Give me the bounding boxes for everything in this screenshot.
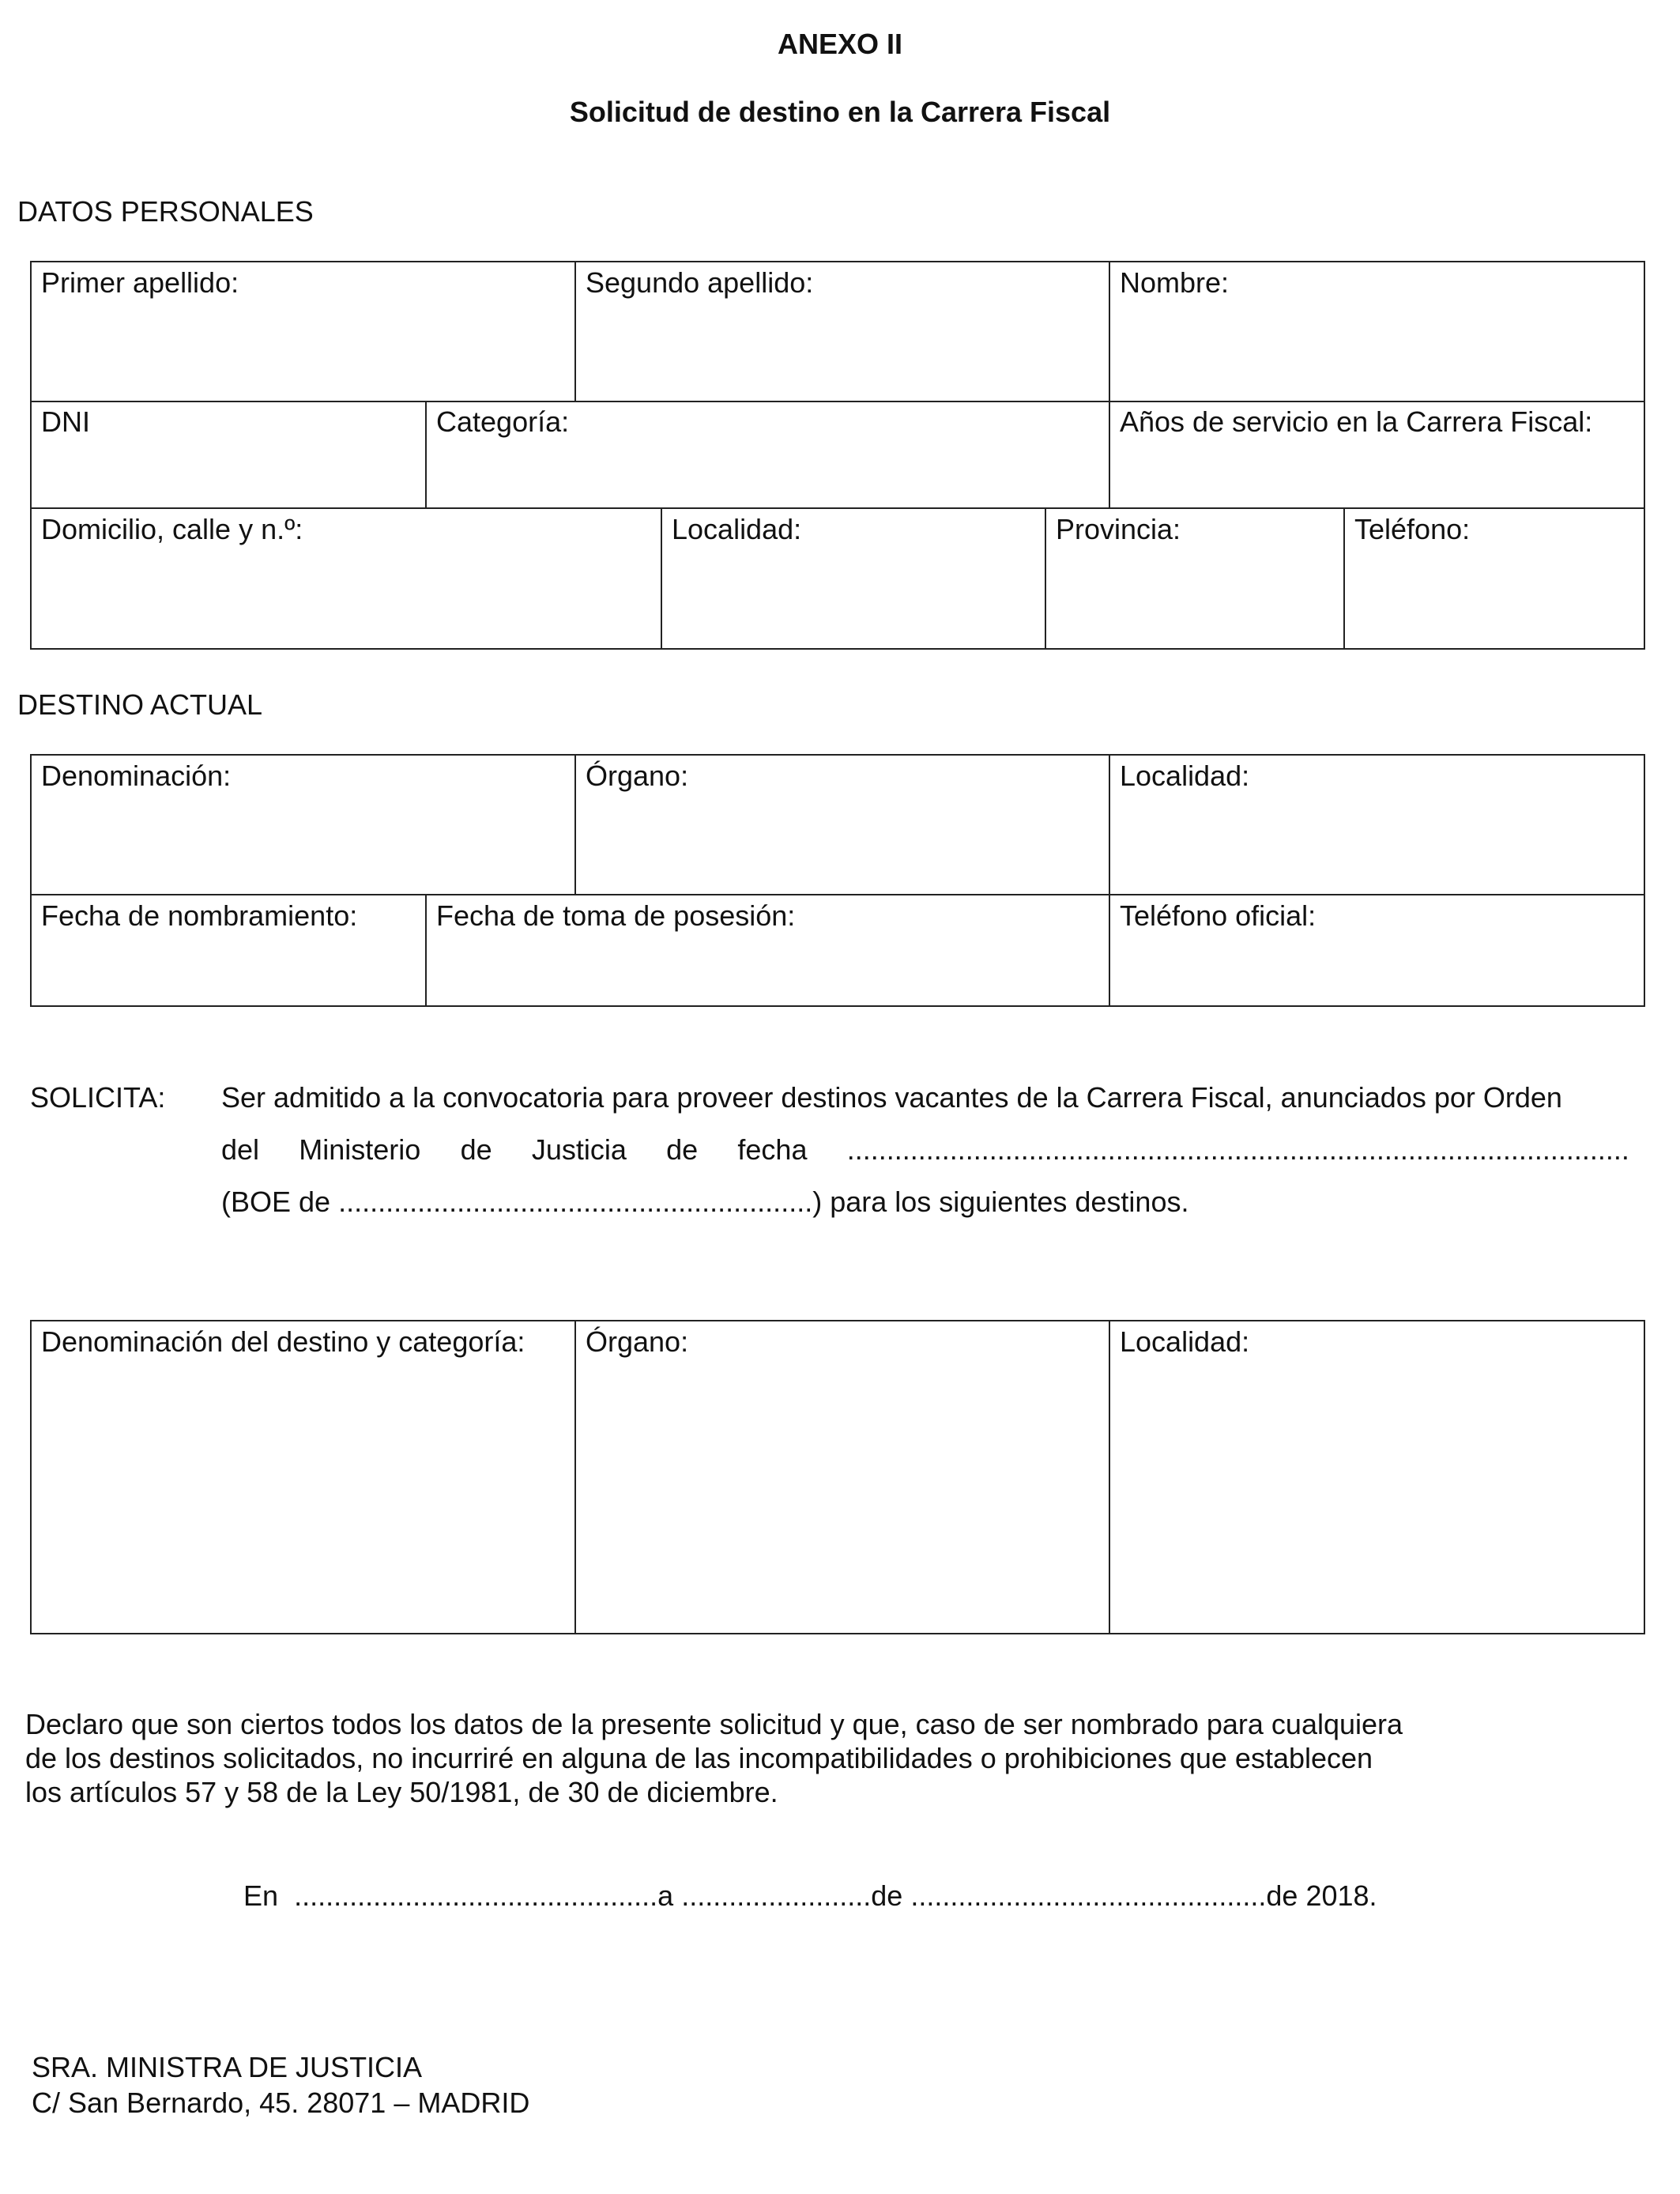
- de-label: de: [871, 1879, 903, 1912]
- solicita-word: Ministerio: [299, 1133, 421, 1166]
- denominacion-field[interactable]: Denominación:: [41, 760, 232, 792]
- personal-col-divider: [425, 401, 427, 508]
- provincia-field[interactable]: Provincia:: [1056, 513, 1181, 545]
- personal-col-divider: [661, 507, 662, 650]
- solicita-line-1: Ser admitido a la convocatoria para proveer destinos vacantes de la Carrera Fiscal, anunciados por Orden: [221, 1081, 1562, 1114]
- document-title: Solicitud de destino en la Carrera Fiscal: [569, 96, 1111, 128]
- lugar-blank[interactable]: ..............................................: [294, 1879, 658, 1912]
- personal-col-divider: [1109, 261, 1110, 401]
- destino-col-divider: [425, 894, 427, 1007]
- solicita-line-3: [221, 1188, 1188, 1216]
- destino-denominacion-field[interactable]: Denominación del destino y categoría:: [41, 1325, 525, 1358]
- boe-suffix: ) para los siguientes destinos.: [812, 1186, 1189, 1218]
- categoria-field[interactable]: Categoría:: [436, 405, 570, 438]
- personal-col-divider: [574, 261, 576, 401]
- a-label: a: [657, 1879, 674, 1912]
- destino-col-divider: [1109, 894, 1110, 1007]
- solicita-word: de: [460, 1133, 492, 1166]
- boe-fecha-blank[interactable]: ............................................................: [338, 1186, 813, 1218]
- destinatario-line-1: SRA. MINISTRA DE JUSTICIA: [32, 2051, 423, 2083]
- declaracion-line-1: Declaro que son ciertos todos los datos de la presente solicitud y que, caso de ser nombrado para cualquiera: [25, 1708, 1403, 1740]
- primer-apellido-field[interactable]: Primer apellido:: [41, 266, 239, 299]
- personal-section-title: DATOS PERSONALES: [17, 195, 314, 228]
- personal-col-divider: [1045, 507, 1046, 650]
- telefono-oficial-field[interactable]: Teléfono oficial:: [1120, 899, 1317, 932]
- organo-field[interactable]: Órgano:: [586, 760, 689, 792]
- en-label: En: [243, 1879, 279, 1912]
- destino-col-divider: [574, 754, 576, 895]
- fecha-posesion-field[interactable]: Fecha de toma de posesión:: [436, 899, 796, 932]
- telefono-field[interactable]: Teléfono:: [1354, 513, 1471, 545]
- destino-row-divider: [30, 894, 1645, 895]
- year-label: de 2018.: [1266, 1879, 1377, 1912]
- annex-title: ANEXO II: [777, 28, 903, 60]
- domicilio-field[interactable]: Domicilio, calle y n.º:: [41, 513, 303, 545]
- destinatario-line-2: C/ San Bernardo, 45. 28071 – MADRID: [32, 2087, 530, 2119]
- destino-actual-section-title: DESTINO ACTUAL: [17, 688, 263, 721]
- personal-col-divider: [1109, 401, 1110, 508]
- dia-blank[interactable]: ........................: [681, 1879, 872, 1912]
- anos-servicio-field[interactable]: Años de servicio en la Carrera Fiscal:: [1120, 405, 1593, 438]
- destino-actual-table: [30, 754, 1645, 1007]
- solicita-word: fecha: [737, 1133, 808, 1166]
- solicita-word: de: [666, 1133, 699, 1166]
- nombre-field[interactable]: Nombre:: [1120, 266, 1230, 299]
- localidad-field[interactable]: Localidad:: [672, 513, 802, 545]
- destinos-col-divider: [1109, 1320, 1110, 1634]
- boe-prefix: (BOE de: [221, 1186, 331, 1218]
- personal-data-table: [30, 261, 1645, 650]
- dni-field[interactable]: DNI: [41, 405, 90, 438]
- solicita-label: SOLICITA:: [30, 1081, 166, 1114]
- destino-localidad-field[interactable]: Localidad:: [1120, 760, 1250, 792]
- personal-row-divider-1: [30, 401, 1645, 402]
- declaracion-line-3: los artículos 57 y 58 de la Ley 50/1981, de 30 de diciembre.: [25, 1776, 778, 1808]
- solicita-word: Justicia: [531, 1133, 627, 1166]
- destino-organo-field[interactable]: Órgano:: [586, 1325, 689, 1358]
- destinos-solicitados-table: [30, 1320, 1645, 1634]
- segundo-apellido-field[interactable]: Segundo apellido:: [586, 266, 814, 299]
- solicita-line-2: [221, 1133, 1629, 1166]
- destino-solicitado-localidad-field[interactable]: Localidad:: [1120, 1325, 1250, 1358]
- fecha-nombramiento-field[interactable]: Fecha de nombramiento:: [41, 899, 358, 932]
- destinos-col-divider: [574, 1320, 576, 1634]
- declaracion-line-2: de los destinos solicitados, no incurriré en alguna de las incompatibilidades o prohibiciones que establecen: [25, 1742, 1373, 1774]
- fecha-linea: [243, 1879, 1377, 1912]
- mes-blank[interactable]: .............................................: [910, 1879, 1267, 1912]
- solicita-word: del: [221, 1133, 260, 1166]
- destino-col-divider: [1109, 754, 1110, 895]
- orden-fecha-blank[interactable]: ...................................................................................................: [846, 1133, 1629, 1166]
- personal-col-divider: [1343, 507, 1345, 650]
- personal-row-divider-2: [30, 507, 1645, 509]
